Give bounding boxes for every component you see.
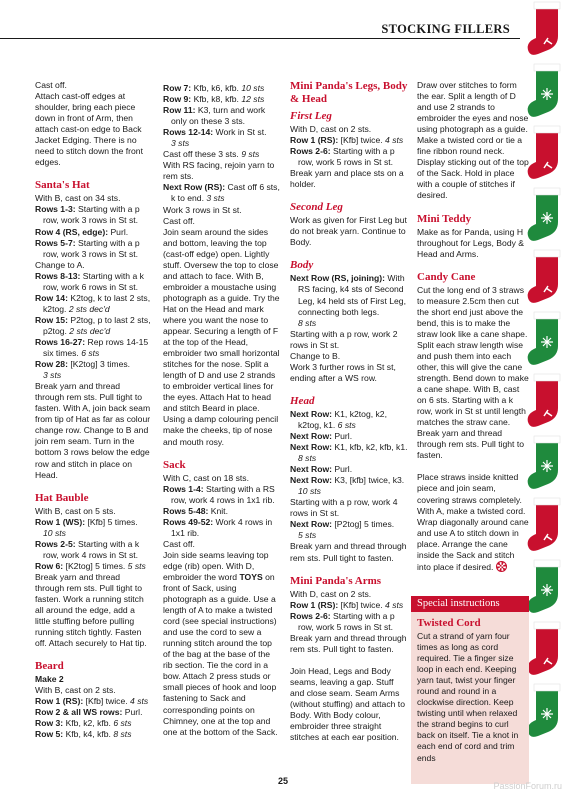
paragraph: Cast off. [35, 80, 67, 90]
paragraph: Break yarn and thread through rem sts. Pull tight to fasten. [290, 541, 407, 563]
christmas-stocking-icon [528, 436, 560, 489]
instruction-row: Row 28: [K2tog] 3 times. [35, 359, 131, 370]
paragraph: With A, make a twisted cord. Wrap diagonally around cane and use A to stitch down in place. Arrange the cane inside the Sack and stitch into place if desired. [417, 505, 529, 572]
stitch-count: 8 sts [298, 317, 317, 328]
paragraph: With D, cast on 2 sts. [290, 588, 372, 599]
instruction-row: Rows 5-7: Starting with a p row, work 3 rows in St st. [35, 237, 140, 259]
paragraph: Split each straw length wise and push them into each other, this will give the cane strength. Bend down to make a cane shape. With B, cast on 6 sts. Starting with a k row, work in St st until length matches the straw cane. [417, 339, 529, 428]
beard-heading: Beard [35, 660, 64, 673]
candy-cane-heading: Candy Cane [417, 270, 476, 283]
instruction-row: Row 1 (RS): [Kfb] twice. 4 sts [35, 696, 149, 707]
paragraph: Break yarn and place sts on a holder. [290, 168, 404, 190]
instruction-row: Row 9: Kfb, k8, kfb. 12 sts [163, 94, 265, 105]
paragraph: With B, cast on 2 sts. [35, 685, 116, 696]
stitch-count: 3 sts [171, 138, 190, 149]
instruction-row: Next Row: Purl. [290, 464, 353, 475]
stitch-count: 10 sts [298, 486, 321, 497]
instruction-row: Row 6: [K2tog] 5 times. 5 sts [35, 560, 146, 571]
paragraph: Break yarn and thread through rem sts. Pull tight to fasten. With A, join back seam from tip of Hat as far as colour change row. Change to B and join rem seam. Turn in the bottom 3 rows below the edge row and stitch in place on Head. [35, 381, 151, 480]
christmas-stocking-icon [528, 188, 560, 241]
paragraph: Join seam around the sides and bottom, leaving the top (cast-off edge) open. Lightly stuff. Oversew the top to close and attach to face. With B, embroider a moustache using photograph as a guide. Try the Hat on the Head and mark where you want the nose to appear. Securing a length of F at the top of the Head, embroider two small horizontal stitches for the nose. Split a length of D and use 2 strands to embroider vertical lines for the eyes. Attach Hat to head and stitch Beard in place. Using a damp colouring pencil make the cheeks, tip of nose and mouth rosy. [163, 226, 280, 447]
paragraph: Cast off. [163, 215, 195, 226]
instruction-row: Row 11: K3, turn and work only on these 3 sts. [163, 105, 266, 127]
column-2 [163, 83, 280, 738]
stitch-count: 10 sts [43, 527, 66, 538]
special-instructions-box [411, 596, 529, 784]
watermark: PassionForum.ru [493, 781, 562, 791]
first-leg-heading: First Leg [290, 110, 332, 122]
sack-heading: Sack [163, 458, 186, 471]
instruction-row: Rows 2-6: Starting with a p row, work 5 rows in St st. [290, 610, 395, 632]
christmas-stocking-icon [528, 250, 560, 303]
instruction-row: Rows 2-6: Starting with a p row, work 5 rows in St st. [290, 146, 395, 168]
christmas-stocking-icon [528, 2, 560, 55]
paragraph: Make as for Panda, using H throughout for Legs, Body & Head and Arms. [417, 226, 525, 259]
paragraph: With B, cast on 34 sts. [35, 193, 121, 204]
instruction-row: Next Row (RS): Cast off 6 sts, k to end. 3 sts [163, 182, 280, 204]
candy-cane-icon [496, 561, 507, 572]
mini-teddy-heading: Mini Teddy [417, 212, 472, 225]
header-rule [0, 38, 520, 39]
paragraph: Work as given for First Leg but do not break yarn. Continue to Body. [290, 215, 407, 248]
instruction-row: Rows 5-48: Knit. [163, 505, 228, 516]
paragraph: Starting with a p row, work 4 rows in St st. [290, 497, 398, 519]
paragraph: Cast off. [163, 538, 195, 549]
paragraph: Join Head, Legs and Body seams, leaving a gap. Stuff and close seam. Seam Arms (without stuffing) and attach to Body. With Body colour, embroider three straight stitches at each ear position. [290, 665, 405, 743]
christmas-stocking-icon [528, 684, 560, 737]
santas-hat-heading: Santa's Hat [35, 179, 90, 192]
paragraph: Change to A. [35, 259, 85, 270]
instruction-row: Row 3: Kfb, k2, kfb. 6 sts [35, 718, 132, 729]
section-title: STOCKING FILLERS [381, 22, 510, 36]
paragraph: With RS facing, rejoin yarn to rem sts. [163, 160, 275, 182]
instruction-row: Next Row (RS, joining): With RS facing, k4 sts of Second Leg, k4 held sts of First Leg, connecting both legs. [290, 273, 406, 317]
christmas-stocking-icon [528, 498, 560, 551]
paragraph: Draw over stitches to form the ear. Split a length of D and use 2 strands to embroider the eyes and nose using photograph as a guide. Make a twisted cord or tie a fine ribbon round neck. Display sticking out of the top of the Sack. Hold in place with a couple of stitches if desired. [417, 80, 529, 201]
instruction-row: Row 15: P2tog, p to last 2 sts, p2tog. 2 sts dec'd [35, 314, 151, 336]
christmas-stocking-icon [528, 622, 560, 675]
instruction-row: Next Row: K1, k2tog, k2, k2tog, k1. 6 sts [290, 408, 387, 430]
paragraph: Cut a strand of yarn four times as long as cord required. Tie a finger size loop in each end. Keeping yarn taut, twist your finger round and round in a clockwise direction. Keep twisting until when relaxed the strand begins to curl back on itself. Tie a knot in each end of cord and trim ends [417, 631, 519, 763]
instruction-row: Rows 1-4: Starting with a RS row, work 4 rows in 1x1 rib. [163, 483, 275, 505]
make-count: Make 2 [35, 674, 64, 685]
paragraph: Place straws inside knitted piece and join seam, covering straws completely. [417, 472, 522, 505]
instruction-row: Row 1 (RS): [Kfb] twice. 4 sts [290, 135, 404, 146]
instruction-row: Rows 12-14: Work in St st. [163, 127, 267, 138]
instruction-row: Rows 16-27: Rep rows 14-15 six times. 6 sts [35, 336, 149, 359]
stitch-count: 5 sts [298, 530, 317, 541]
special-instructions-title: Special instructions [411, 596, 529, 612]
paragraph: Break yarn and thread through rem sts. Pull tight to fasten. Work a running stitch all around the edge, add a little stuffing before pulling running stitch tightly. Fasten off. Attach securely to Hat tip. [35, 571, 147, 649]
paragraph: Work 3 further rows in St st, ending after a WS row. [290, 361, 396, 383]
paragraph: Join side seams leaving top edge (rib) open. With D, embroider the word TOYS on front of Sack, using photograph as a guide. Use a length of A to make a twisted cord (see special instructions) and use the cord to sew a running stitch around the top of the bag at the base of the rib section. Tie the cord in a bow. Attach 2 press studs or small pieces of hook and loop fastening to Sack and corresponding points on Chimney, one at the top and one at the bottom of the Sack. [163, 549, 278, 737]
stitch-count: 3 sts [43, 370, 62, 381]
paragraph: Work 3 rows in St st. [163, 204, 242, 215]
christmas-stocking-icon [528, 64, 560, 117]
column-3 [290, 80, 408, 743]
instruction-row: Row 2 & all WS rows: Purl. [35, 707, 143, 718]
special-instructions-body [411, 612, 529, 784]
panda-arms-heading: Mini Panda's Arms [290, 574, 382, 587]
instruction-row: Rows 2-5: Starting with a k row, work 4 rows in St st. [35, 538, 140, 560]
christmas-stocking-icon [528, 560, 560, 613]
instruction-row: Rows 49-52: Work 4 rows in 1x1 rib. [163, 516, 273, 538]
christmas-stocking-icon [528, 374, 560, 427]
instruction-row: Rows 8-13: Starting with a k row, work 6 rows in St st. [35, 270, 144, 292]
paragraph: Cast off these 3 sts. 9 sts [163, 149, 260, 160]
panda-legs-heading: Mini Panda's Legs, Body & Head [290, 80, 408, 105]
instruction-row: Row 5: Kfb, k4, kfb. 8 sts [35, 729, 132, 740]
paragraph: Break yarn and thread through rem sts. Pull tight to fasten. [417, 428, 524, 461]
instruction-row: Next Row: Purl. [290, 430, 353, 441]
paragraph: Attach cast-off edges at shoulder, bring each piece down in front of Arm, then attach cast-on edge to Back Jacket Edging. There is no need to stitch down the front edges. [35, 91, 143, 168]
paragraph: Break yarn and thread through rem sts. Pull tight to fasten. [290, 632, 407, 654]
page-number: 25 [277, 776, 288, 786]
head-heading: Head [290, 394, 315, 407]
instruction-row: Row 14: K2tog, k to last 2 sts, k2tog. 2 sts dec'd [35, 292, 151, 314]
paragraph: Cut the long end of 3 straws to measure 2.5cm then cut the short end just above the bend, this is to make the straw look like a cane shape. [417, 284, 528, 339]
instruction-row: Row 7: Kfb, k6, kfb. 10 sts [163, 83, 265, 93]
instruction-row: Next Row: K1, kfb, k2, kfb, k1. 8 sts [290, 442, 408, 464]
second-leg-heading: Second Leg [290, 201, 343, 214]
instruction-row: Next Row: K3, [kfb] twice, k3. [290, 475, 405, 486]
paragraph: Starting with a p row, work 2 rows in St st. [290, 328, 398, 350]
body-heading: Body [290, 259, 314, 272]
instruction-row: Row 1 (RS): [Kfb] twice. 4 sts [290, 599, 404, 610]
column-4 [417, 80, 529, 573]
paragraph: With B, cast on 5 sts. [35, 505, 116, 516]
paragraph: Change to B. [290, 350, 341, 361]
column-1 [35, 80, 151, 740]
instruction-row: Row 1 (WS): [Kfb] 5 times. [35, 516, 138, 527]
twisted-cord-heading: Twisted Cord [417, 617, 481, 629]
hat-bauble-heading: Hat Bauble [35, 491, 89, 504]
instruction-row: Rows 1-3: Starting with a p row, work 3 rows in St st. [35, 204, 140, 226]
christmas-stocking-icon [528, 126, 560, 179]
paragraph: With D, cast on 2 sts. [290, 124, 372, 134]
paragraph: With C, cast on 18 sts. [163, 472, 249, 483]
christmas-stocking-icon [528, 312, 560, 365]
instruction-row: Next Row: [P2tog] 5 times. [290, 519, 395, 530]
instruction-row: Row 4 (RS, edge): Purl. [35, 226, 129, 237]
